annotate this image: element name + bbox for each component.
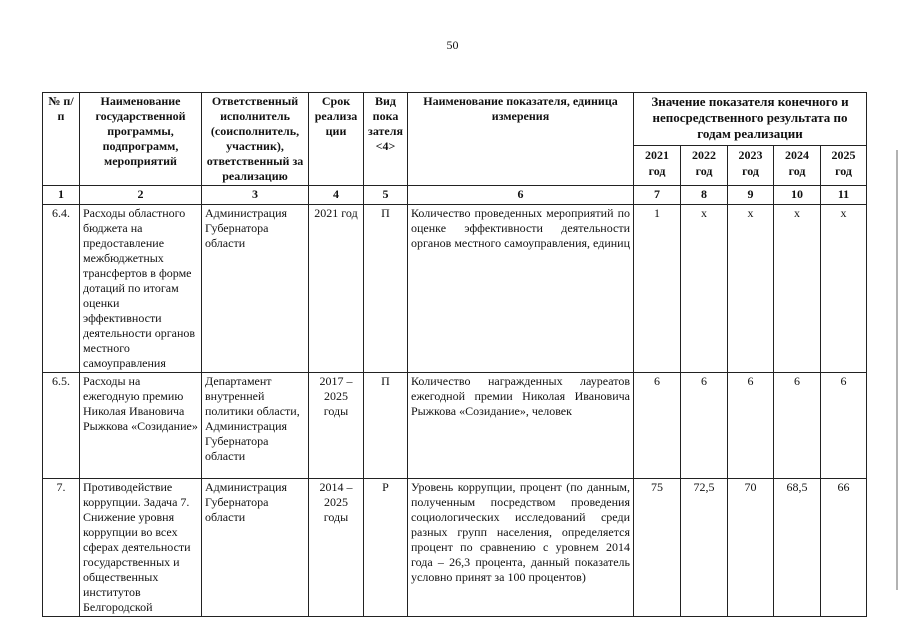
row-value-2025: 66 — [821, 479, 867, 617]
column-number: 3 — [202, 186, 309, 205]
row-number: 6.5. — [43, 373, 80, 479]
row-number: 7. — [43, 479, 80, 617]
header-year-2024: 2024 год — [774, 146, 821, 186]
row-period: 2014 – 2025 годы — [309, 479, 364, 617]
header-year-2023: 2023 год — [728, 146, 774, 186]
header-indicator-type: Вид пока зателя <4> — [364, 93, 408, 186]
row-value-2022: х — [681, 205, 728, 373]
row-period: 2017 – 2025 годы — [309, 373, 364, 479]
column-numbers-row — [43, 186, 867, 205]
table-row — [43, 373, 867, 479]
column-number: 7 — [634, 186, 681, 205]
header-indicator-name: Наименование показателя, единица измерения — [408, 93, 634, 186]
row-value-2021: 6 — [634, 373, 681, 479]
column-number: 2 — [80, 186, 202, 205]
header-period: Срок реализа ции — [309, 93, 364, 186]
row-value-2021: 75 — [634, 479, 681, 617]
table-row — [43, 479, 867, 617]
row-value-2024: х — [774, 205, 821, 373]
row-program-name: Расходы на ежегодную премию Николая Ивановича Рыжкова «Созидание» — [80, 373, 202, 479]
row-indicator-name: Уровень коррупции, процент (по данным, полученным посредством проведения социологических исследований среди разных групп населения, определяется процент по сравнению с уровнем 2014 года – 26,3 процента, данный показатель условно принят за 100 процентов) — [408, 479, 634, 617]
table-row — [43, 205, 867, 373]
row-indicator-type: Р — [364, 479, 408, 617]
column-number: 1 — [43, 186, 80, 205]
column-number: 11 — [821, 186, 867, 205]
header-executor: Ответственный исполнитель (соисполнитель, участник), ответственный за реализацию — [202, 93, 309, 186]
column-number: 4 — [309, 186, 364, 205]
row-value-2022: 6 — [681, 373, 728, 479]
header-year-2022: 2022 год — [681, 146, 728, 186]
row-program-name: Противодействие коррупции. Задача 7. Снижение уровня коррупции во всех сферах деятельности государственных и общественных институтов Белгородской — [80, 479, 202, 617]
column-number: 8 — [681, 186, 728, 205]
scan-edge-stroke — [896, 150, 898, 590]
row-value-2024: 68,5 — [774, 479, 821, 617]
row-period: 2021 год — [309, 205, 364, 373]
column-number: 5 — [364, 186, 408, 205]
row-number: 6.4. — [43, 205, 80, 373]
row-value-2022: 72,5 — [681, 479, 728, 617]
row-indicator-type: П — [364, 373, 408, 479]
row-executor: Администрация Губернатора области — [202, 479, 309, 617]
row-executor: Администрация Губернатора области — [202, 205, 309, 373]
row-value-2021: 1 — [634, 205, 681, 373]
header-values-group: Значение показателя конечного и непосредственного результата по годам реализации — [634, 93, 867, 146]
header-num: № п/п — [43, 93, 80, 186]
column-number: 9 — [728, 186, 774, 205]
header-program-name: Наименование государственной программы, подпрограмм, мероприятий — [80, 93, 202, 186]
row-value-2025: х — [821, 205, 867, 373]
row-value-2023: 6 — [728, 373, 774, 479]
row-value-2025: 6 — [821, 373, 867, 479]
indicators-table — [42, 92, 867, 617]
row-value-2023: 70 — [728, 479, 774, 617]
header-year-2021: 2021 год — [634, 146, 681, 186]
row-indicator-type: П — [364, 205, 408, 373]
row-value-2024: 6 — [774, 373, 821, 479]
page-number: 50 — [446, 38, 459, 52]
row-executor: Департамент внутренней политики области, Администрация Губернатора области — [202, 373, 309, 479]
row-program-name: Расходы областного бюджета на предоставление межбюджетных трансфертов в форме дотаций по итогам оценки эффективности деятельности органов местного самоуправления — [80, 205, 202, 373]
row-value-2023: х — [728, 205, 774, 373]
column-number: 6 — [408, 186, 634, 205]
header-year-2025: 2025 год — [821, 146, 867, 186]
column-number: 10 — [774, 186, 821, 205]
row-indicator-name: Количество награжденных лауреатов ежегодной премии Николая Ивановича Рыжкова «Созидание», человек — [408, 373, 634, 479]
row-indicator-name: Количество проведенных мероприятий по оценке эффективности деятельности органов местного самоуправления, единиц — [408, 205, 634, 373]
